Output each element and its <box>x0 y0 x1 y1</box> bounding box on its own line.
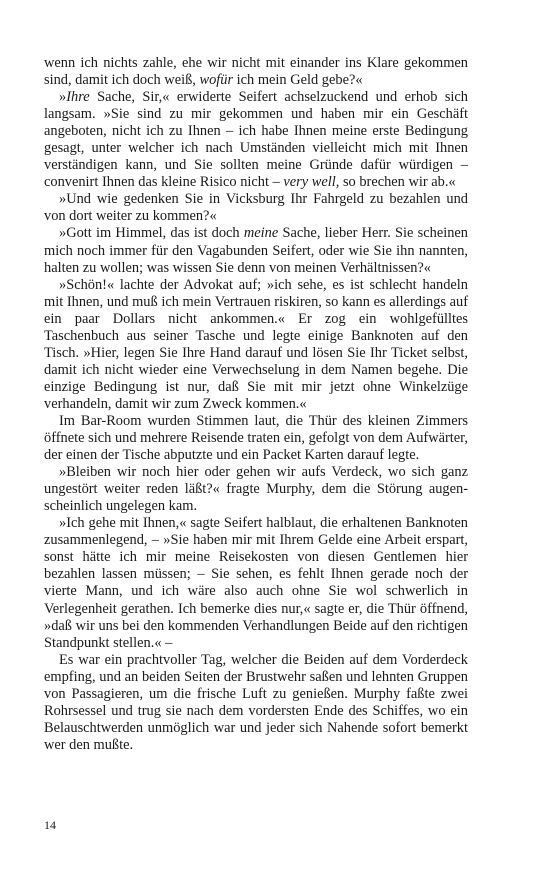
paragraph <box>44 191 468 225</box>
text-run: Sache, lieber Herr. Sie scheinen mich noch immer für den Vagabunden Seifert, oder wie Sie ihn nannten, halten zu wollen; was wissen Sie denn von meinen Verhältnissen?« <box>44 225 468 276</box>
paragraph <box>44 413 468 464</box>
italic-text: Ihre <box>66 89 90 106</box>
page-number: 14 <box>44 818 56 832</box>
text-run: »Gott im Himmel, das ist doch <box>59 225 244 242</box>
italic-text: wofür <box>199 72 234 89</box>
text-run: »Ich gehe mit Ihnen,« sagte Seifert halblaut, die erhaltenen Banknoten zusammenlegend, – »Sie haben mir mit Ihrem Gelde eine Arbeit erspart, sonst hätte ich mir meine Reisekosten von diesen Gentlemen hier bezahlen lassen müssen; – Sie sehen, es fehlt Ihnen gerade noch der vierte Mann, und ich wäre also auch ohne Sie wol schwerlich in Verlegenheit gerathen. Ich bemerke dies nur,« sagte er, die Thür öffnend, »daß wir uns bei den kommenden Verhandlungen Beide auf den richtigen Standpunkt stellen.« – <box>44 515 468 651</box>
paragraph <box>44 515 468 651</box>
body-text <box>44 55 468 754</box>
paragraph <box>44 464 468 515</box>
text-run: ich mein Geld gebe?« <box>233 72 363 89</box>
text-run: so brechen wir ab.« <box>339 174 456 191</box>
text-run: Im Bar-Room wurden Stimmen laut, die Thür des kleinen Zimmers öffnete sich und mehrere Reisende traten ein, gefolgt von dem Aufwärter, der einen der Tische abputzte und ein Packet Karten darauf legte. <box>44 412 468 464</box>
italic-text: very well, <box>283 174 340 191</box>
text-run: »Bleiben wir noch hier oder gehen wir aufs Verdeck, wo sich ganz ungestört weiter reden läßt?« fragte Murphy, dem die Störung augenscheinlich ungelegen kam. <box>44 464 468 515</box>
paragraph <box>44 55 468 89</box>
paragraph <box>44 89 468 191</box>
text-run: »Schön!« lachte der Advokat auf; »ich sehe, es ist schlecht handeln mit Ihnen, und muß ich mein Vertrauen riskiren, so kann es allerdings auf ein paar Dollars nicht ankommen.« Er zog ein wohlgefülltes Taschenbuch aus seiner Tasche und legte einige Banknoten auf den Tisch. »Hier, legen Sie Ihre Hand darauf und lösen Sie Ihr Ticket selbst, damit ich nicht wieder eine Verwechselung in dem Namen begehe. Die einzige Bedingung ist nur, daß Sie mit mir jetzt ohne Winkelzüge verhandeln, damit wir zum Zweck kommen.« <box>44 276 468 412</box>
paragraph <box>44 652 468 754</box>
text-run: » <box>59 89 67 106</box>
text-run: Sache, Sir,« erwiderte Seifert achselzuckend und erhob sich langsam. »Sie sind zu mir gekommen und haben mir ein Geschäft angeboten, nicht ich zu Ihnen – ich habe Ihnen meine erste Bedingung gesagt, unter welcher ich nach Umständen vielleicht mich mit Ihnen verständigen kann, und Sie sollten meine Gründe dafür würdigen – convenirt Ihnen das kleine Risico nicht – <box>44 89 468 191</box>
text-run: Es war ein prachtvoller Tag, welcher die Beiden auf dem Vorderdeck empfing, und an beiden Seiten der Brustwehr saßen und lehnten Gruppen von Passagieren, um die frische Luft zu genießen. Murphy faßte zwei Rohrsessel und trug sie nach dem vordersten Ende des Schiffes, wo ein Belauschtwerden unmöglich war und jeder sich Nahende sofort bemerkt wer den mußte. <box>44 651 468 753</box>
paragraph <box>44 277 468 413</box>
text-run: wenn ich nichts zahle, ehe wir nicht mit einander ins Klare gekommen sind, damit ich doch weiß, <box>44 55 468 89</box>
paragraph <box>44 225 468 276</box>
italic-text: meine <box>243 225 279 242</box>
text-run: »Und wie gedenken Sie in Vicksburg Ihr Fahrgeld zu bezahlen und von dort weiter zu kommen?« <box>44 191 468 225</box>
